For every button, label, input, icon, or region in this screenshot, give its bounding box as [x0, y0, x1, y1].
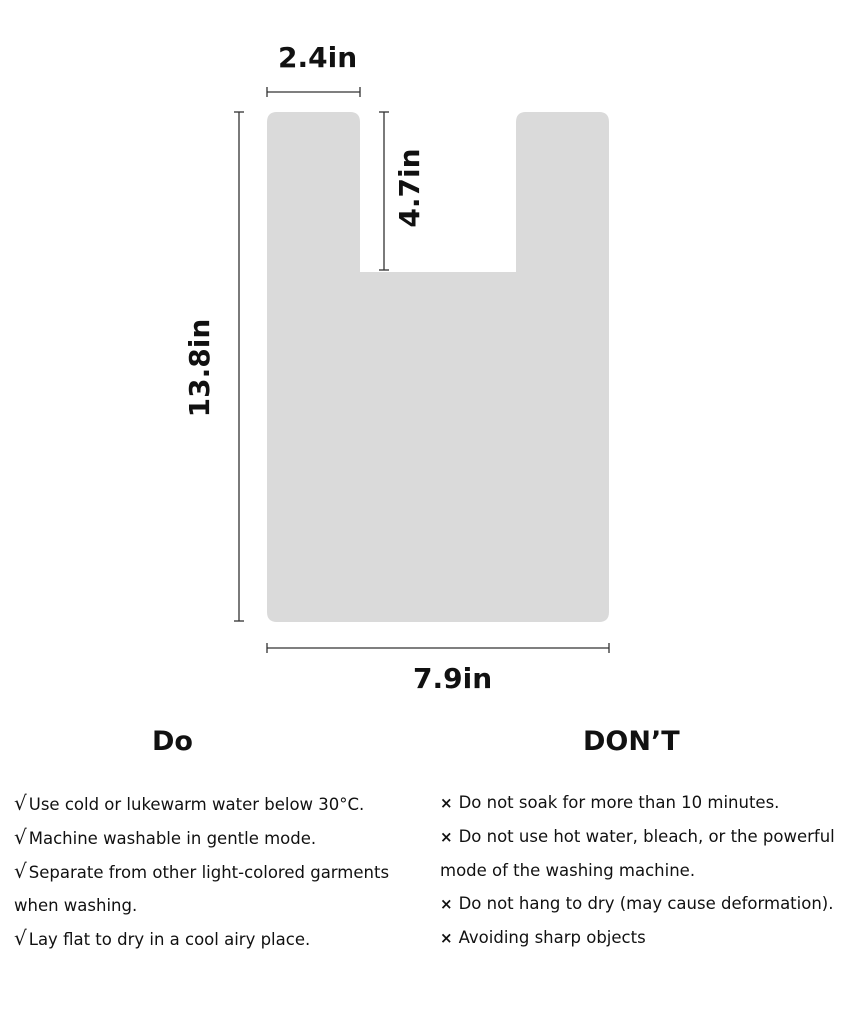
dont-item-text: Do not use hot water, bleach, or the powerful mode of the washing machine. [440, 827, 835, 880]
do-item-text: Separate from other light-colored garments when washing. [14, 863, 390, 915]
do-item-text: Machine washable in gentle mode. [28, 829, 317, 848]
do-item [14, 787, 414, 821]
width-label: 7.9in [413, 662, 493, 695]
do-heading: Do [152, 726, 193, 757]
height-dimension-line [234, 112, 244, 621]
top-width-label: 2.4in [278, 41, 358, 74]
top-width-dimension-line [267, 87, 360, 97]
do-item [14, 821, 414, 855]
dont-item [440, 921, 840, 955]
notch-depth-dimension-line [379, 112, 389, 270]
dont-item-text: Do not hang to dry (may cause deformation). [458, 894, 834, 913]
cross-mark-icon: × [440, 828, 453, 846]
do-item-text: Lay flat to dry in a cool airy place. [28, 930, 311, 949]
do-item [14, 922, 414, 956]
cross-mark-icon: × [440, 929, 453, 947]
check-mark-icon: √ [14, 791, 27, 815]
do-item-text: Use cold or lukewarm water below 30°C. [28, 795, 365, 814]
height-label: 13.8in [183, 318, 216, 418]
cross-mark-icon: × [440, 794, 453, 812]
dont-heading: DON’T [583, 726, 680, 757]
dont-item [440, 820, 840, 887]
check-mark-icon: √ [14, 859, 27, 883]
check-mark-icon: √ [14, 825, 27, 849]
notch-depth-label: 4.7in [393, 148, 426, 228]
dont-item [440, 786, 840, 820]
do-list [14, 787, 414, 956]
width-dimension-line [267, 643, 609, 653]
check-mark-icon: √ [14, 926, 27, 950]
dont-item-text: Do not soak for more than 10 minutes. [458, 793, 780, 812]
dont-item [440, 887, 840, 921]
u-shape-outline [267, 112, 609, 622]
do-item [14, 855, 414, 922]
cross-mark-icon: × [440, 895, 453, 913]
dont-item-text: Avoiding sharp objects [458, 928, 646, 947]
dont-list [440, 786, 840, 955]
